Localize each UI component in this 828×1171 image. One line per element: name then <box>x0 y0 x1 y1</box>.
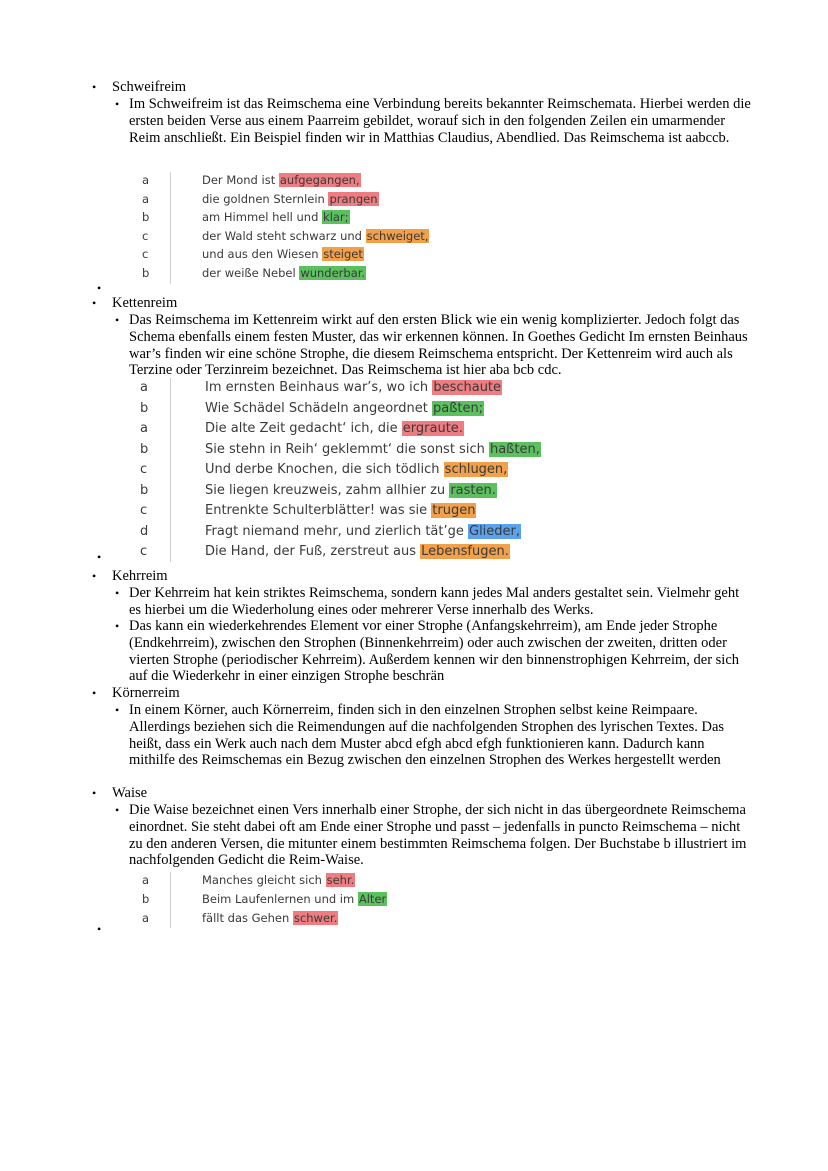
paragraph-kettenreim: • Das Reimschema im Kettenreim wirkt auf den ersten Blick wie ein wenig komplizierter. Jedoch folgt das Schema ebenfalls einem festen Muster, das wir erkennen können. In Goethes Gedicht Im ernsten Beinhaus war’s finden wir eine schöne Strophe, die diesem Reimschema entspricht. Der Kettenreim wird auch als Terzine oder Terzinreim bezeichnet. Das Reimschema ist hier aba bcb cdc. <box>129 312 754 379</box>
document-page: Schweifreim • Im Schweifreim ist das Reimschema eine Verbindung bereits bekannter Reimschemata. Hierbei werden die ersten beiden Verse aus einem Paarreim gebildet, worauf sich in den folgenden Zeilen ein umarmender Reim anschließt. Ein Beispiel finden wir in Matthias Claudius, Abendlied. Das Reimschema ist aabccb. a Der Mond ist aufgegangen, a die goldnen Sternlein prangen b am Himmel hell und klar; c der Wald steht schwarz und schweiget, c und aus den Wiesen steiget b der weiße Nebel wunderbar. • Kettenreim • Das Reimschema im Kettenreim wirkt auf den ersten Blick wie ein wenig komplizierter. Jedoch folgt das Schema ebenfalls einem festen Muster, das wir erkennen können. In Goethes Gedicht Im ernsten Beinhaus war’s finden wir eine schöne Strophe, die diesem Reimschema entspricht. Der Kettenreim wird auch als Terzine oder Terzinreim bezeichnet. Das Reimschema ist hier aba bcb cdc. a Im ernsten Beinhaus war’s, wo ich beschaute b Wie Schädel Schädeln angeordnet paßten; a Die alte Zeit gedacht‘ ich, die ergraute. b Sie stehn in Reih‘ geklemmt‘ die sonst sich haßten, c Und derbe Knochen, die sich tödlich schlugen, b Sie liegen kreuzweis, zahm allhier zu rasten. c Entrenkte Schulterblätter! was sie trugen d Fragt niemand mehr, und zierlich tät’ge Glieder, c Die Hand, der Fuß, zerstreut aus Lebensfugen. • Kehrreim • Der Kehrreim hat kein striktes Reimschema, sondern kann jedes Mal anders gestaltet sein. Vielmehr geht es hierbei um die Wiederholung eines oder mehrerer Verse innerhalb des Werks. • Das kann ein wiederkehrendes Element vor einer Strophe (Anfangskehrreim), am Ende jeder Strophe (Endkehrreim), zwischen den Strophen (Binnenkehrreim) oder auch zwischen der zweiten, dritten oder vierten Strophe (periodischer Kehrreim). Außerdem kennen wir den binnenstrophigen Kehrreim, der sich auf die Wiederkehr in einer einzigen Strophe beschrän Körnerreim • In einem Körner, auch Körnerreim, finden sich in den einzelnen Strophen selbst keine Reimpaare. Allerdings beziehen sich die Reimendungen auf die nachfolgenden Strophen des lyrischen Textes. Das heißt, dass ein Werk auch nach dem Muster abcd efgh abcd efgh funktionieren kann. Dadurch kann mithilfe des Reimschemas ein Bezug zwischen den einzelnen Strophen des Werkes hergestellt werden Waise • Die Waise bezeichnet einen Vers innerhalb einer Strophe, der sich nicht in das übergeordnete Reimschema einordnet. Sie steht dabei oft am Ende einer Strophe und passt – jedenfalls in puncto Reimschema – nicht zu den anderen Versen, die mitunter einem bestimmten Reimschema folgen. Der Buchstabe b illustriert im nachfolgenden Gedicht die Reim-Waise. a Manches gleicht sich sehr. b Beim Laufenlernen und im Alter a fällt das Gehen schwer. • <box>0 0 828 1171</box>
rhyme-highlight: Glieder, <box>469 523 521 539</box>
rhyme-highlight: ergraute. <box>402 421 463 436</box>
rhyme-highlight: schweiget, <box>366 228 429 243</box>
paragraph-schweifreim: • Im Schweifreim ist das Reimschema eine Verbindung bereits bekannter Reimschemata. Hierbei werden die ersten beiden Verse aus einem Paarreim gebildet, worauf sich in den folgenden Zeilen ein umarmender Reim anschließt. Ein Beispiel finden wir in Matthias Claudius, Abendlied. Das Reimschema ist aabccb. <box>129 96 754 146</box>
verse-divider <box>170 378 171 562</box>
empty-bullet: • <box>97 281 102 295</box>
rhyme-highlight: Lebensfugen. <box>421 544 509 559</box>
rhyme-highlight: sehr. <box>326 873 355 887</box>
rhyme-highlight: rasten. <box>450 482 496 498</box>
rhyme-highlight: klar; <box>323 210 349 224</box>
rhyme-highlight: wunderbar. <box>300 265 366 280</box>
rhyme-highlight: trugen <box>432 503 476 518</box>
paragraph-koernerreim: • In einem Körner, auch Körnerreim, finden sich in den einzelnen Strophen selbst keine Reimpaare. Allerdings beziehen sich die Reimendungen auf die nachfolgenden Strophen des lyrischen Textes. Das heißt, dass ein Werk auch nach dem Muster abcd efgh abcd efgh funktionieren kann. Dadurch kann mithilfe des Reimschemas ein Bezug zwischen den einzelnen Strophen des Werkes hergestellt werden <box>129 702 754 769</box>
paragraph-kehrreim-2: • Das kann ein wiederkehrendes Element vor einer Strophe (Anfangskehrreim), am Ende jeder Strophe (Endkehrreim), zwischen den Strophen (Binnenkehrreim) oder auch zwischen der zweiten, dritten oder vierten Strophe (periodischer Kehrreim). Außerdem kennen wir den binnenstrophigen Kehrreim, der sich auf die Wiederkehr in einer einzigen Strophe beschrän <box>129 618 754 685</box>
paragraph-kehrreim-1: • Der Kehrreim hat kein striktes Reimschema, sondern kann jedes Mal anders gestaltet sein. Vielmehr geht es hierbei um die Wiederholung eines oder mehrerer Verse innerhalb des Werks. <box>129 585 754 619</box>
rhyme-highlight: paßten; <box>433 400 484 416</box>
rhyme-highlight: beschaute <box>433 380 502 395</box>
rhyme-highlight: steiget <box>323 247 363 261</box>
rhyme-highlight: schlugen, <box>444 462 508 477</box>
paragraph-waise: • Die Waise bezeichnet einen Vers innerhalb einer Strophe, der sich nicht in das übergeordnete Reimschema einordnet. Sie steht dabei oft am Ende einer Strophe und passt – jedenfalls in puncto Reimschema – nicht zu den anderen Versen, die mitunter einem bestimmten Reimschema folgen. Der Buchstabe b illustriert im nachfolgenden Gedicht die Reim-Waise. <box>129 802 754 869</box>
empty-bullet: • <box>97 922 102 936</box>
rhyme-highlight: schwer. <box>293 911 338 925</box>
verse-divider <box>170 872 171 928</box>
empty-bullet: • <box>97 550 102 564</box>
verse-divider <box>170 172 171 284</box>
rhyme-highlight: Alter <box>358 892 387 906</box>
rhyme-highlight: haßten, <box>489 441 540 457</box>
rhyme-highlight: aufgegangen, <box>279 173 360 187</box>
rhyme-highlight: prangen <box>329 191 378 206</box>
